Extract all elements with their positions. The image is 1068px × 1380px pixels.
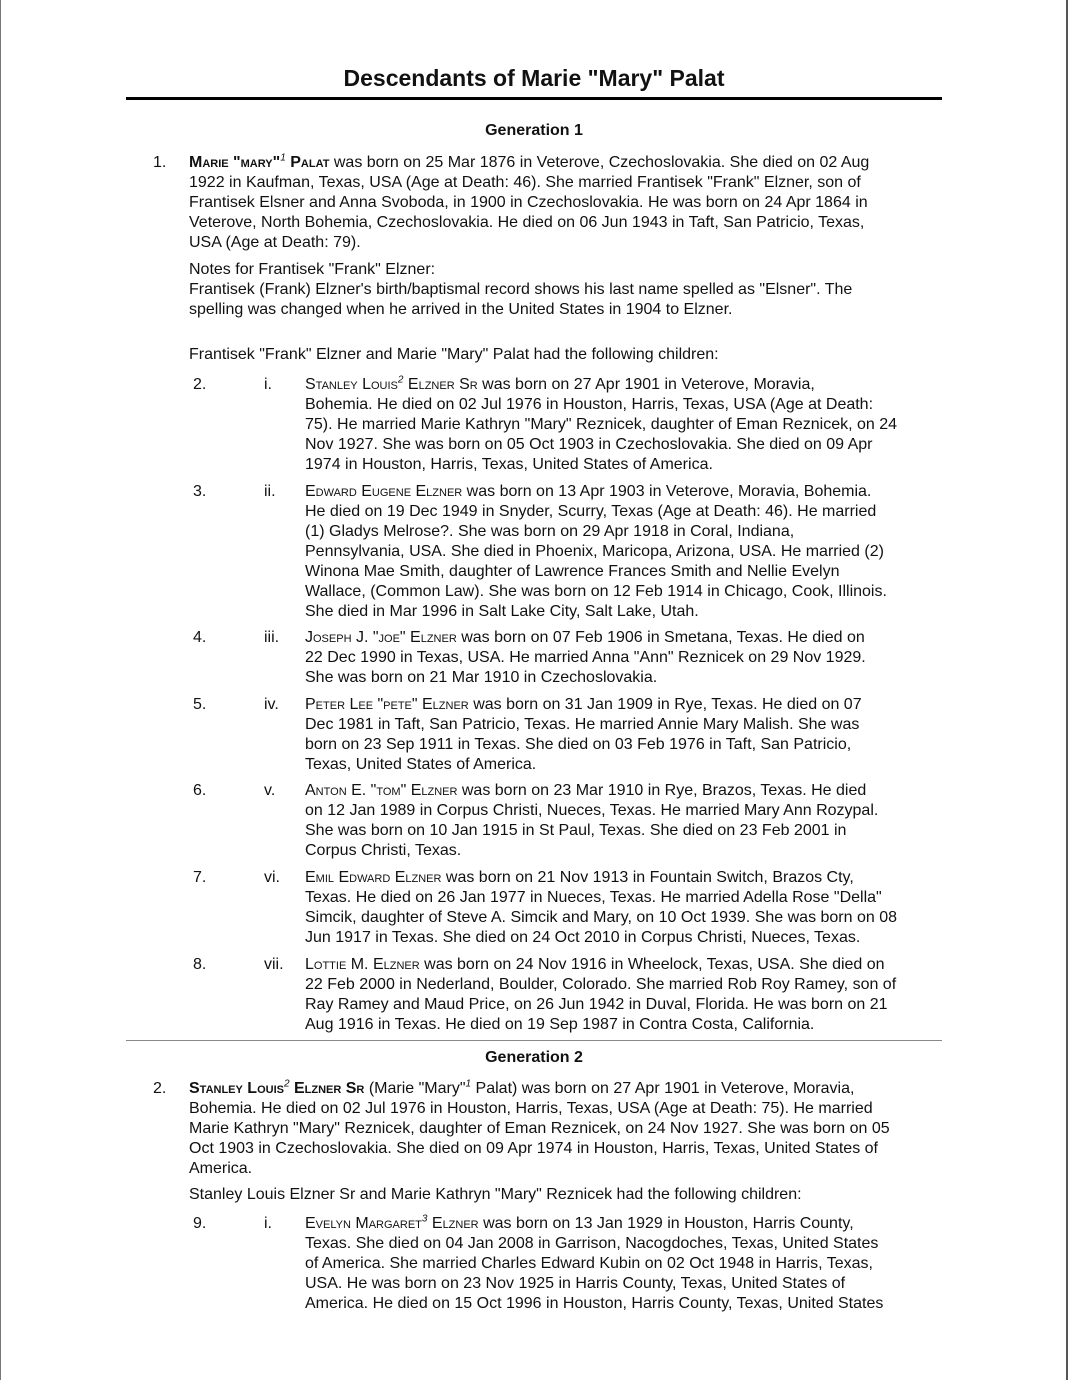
text-line: was born on 23 Mar 1910 in Rye, Brazos, Texas. He died: [457, 782, 867, 799]
person-number: 2.: [153, 1080, 167, 1097]
child-name: Evelyn Margaret: [305, 1215, 422, 1232]
child-roman: v.: [264, 782, 276, 799]
text-line: USA (Age at Death: 79).: [189, 234, 361, 251]
notes-heading: Notes for Frantisek "Frank" Elzner:: [189, 261, 436, 278]
text-line: America. He died on 15 Oct 1996 in Houston, Harris County, Texas, United States: [305, 1295, 884, 1312]
child-entry: [305, 482, 887, 622]
text-line: Simcik, daughter of Steve A. Simcik and Mary, on 10 Oct 1939. She was born on 08: [305, 909, 898, 926]
text-line: Frantisek (Frank) Elzner's birth/baptismal record shows his last name spelled as "Elsner". The: [189, 281, 853, 298]
text-line: Wallace, (Common Law). She was born on 12 Feb 1914 in Chicago, Cook, Illinois.: [305, 583, 887, 600]
child-entry: [305, 695, 862, 775]
child-roman: i.: [264, 1215, 272, 1232]
text-line: was born on 07 Feb 1906 in Smetana, Texas. He died on: [456, 629, 865, 646]
child-number: 8.: [193, 956, 207, 973]
child-name: Joseph J. "joe" Elzner: [305, 629, 457, 646]
text-line: 1974 in Houston, Harris, Texas, United States of America.: [305, 456, 713, 473]
text-line: was born on 21 Nov 1913 in Fountain Switch, Brazos Cty,: [441, 869, 854, 886]
child-name: Anton E. "tom" Elzner: [305, 782, 458, 799]
child-entry: [305, 628, 866, 688]
notes-block: [189, 260, 852, 320]
text-line: was born on 13 Jan 1929 in Houston, Harris County,: [478, 1215, 854, 1232]
text-line: 75). He married Marie Kathryn "Mary" Reznicek, daughter of Eman Reznicek, on 24: [305, 416, 898, 433]
generation-divider: [126, 1040, 942, 1041]
document-title: Descendants of Marie "Mary" Palat: [343, 65, 725, 91]
children-intro: Frantisek "Frank" Elzner and Marie "Mary" Palat had the following children:: [189, 346, 719, 363]
text-line: She was born on 10 Jan 1915 in St Paul, Texas. She died on 23 Feb 2001 in: [305, 822, 847, 839]
text-line: was born on 31 Jan 1909 in Rye, Texas. He died on 07: [468, 696, 862, 713]
person-number: 1.: [153, 154, 167, 171]
text-line: Oct 1903 in Czechoslovakia. She died on 09 Apr 1974 in Houston, Harris, Texas, United States of: [189, 1140, 878, 1157]
generation-marker: 1: [280, 152, 286, 164]
child-entry: [305, 781, 878, 861]
child-roman: vii.: [264, 956, 284, 973]
text-line: 22 Dec 1990 in Texas, USA. He married Anna "Ann" Reznicek on 29 Nov 1929.: [305, 649, 866, 666]
child-roman: i.: [264, 376, 272, 393]
text-line: was born on 25 Mar 1876 in Veterove, Czechoslovakia. She died on 02 Aug: [329, 154, 870, 171]
text-line: was born on 27 Apr 1901 in Veterove, Moravia,: [477, 376, 815, 393]
text-line: USA. He was born on 23 Nov 1925 in Harris County, Texas, United States of: [305, 1275, 846, 1292]
text-line: Palat) was born on 27 Apr 1901 in Veterove, Moravia,: [471, 1080, 855, 1097]
child-number: 7.: [193, 869, 207, 886]
child-entry: [305, 955, 896, 1035]
generation-marker: 3: [421, 1213, 428, 1225]
person-surname: Palat: [290, 154, 330, 171]
text-line: He died on 19 Dec 1949 in Snyder, Scurry, Texas (Age at Death: 46). He married: [305, 503, 877, 520]
generation-1-heading: Generation 1: [485, 122, 583, 139]
text-line: Texas. He died on 26 Jan 1977 in Nueces, Texas. He married Adella Rose "Della": [305, 889, 882, 906]
children-intro: Stanley Louis Elzner Sr and Marie Kathryn "Mary" Reznicek had the following children:: [189, 1186, 802, 1203]
text-line: Aug 1916 in Texas. He died on 19 Sep 1987 in Contra Costa, California.: [305, 1016, 815, 1033]
parent-name: (Marie "Mary": [364, 1080, 466, 1097]
text-line: Nov 1927. She was born on 05 Oct 1903 in Czechoslovakia. She died on 09 Apr: [305, 436, 873, 453]
text-line: Marie Kathryn "Mary" Reznicek, daughter of Eman Reznicek, on 24 Nov 1927. She was born on 05: [189, 1120, 890, 1137]
text-line: She died in Mar 1996 in Salt Lake City, Salt Lake, Utah.: [305, 603, 699, 620]
child-number: 4.: [193, 629, 207, 646]
text-line: Texas. She died on 04 Jan 2008 in Garrison, Nacogdoches, Texas, United States: [305, 1235, 879, 1252]
text-line: Jun 1917 in Texas. She died on 24 Oct 2010 in Corpus Christi, Nueces, Texas.: [305, 929, 861, 946]
text-line: was born on 24 Nov 1916 in Wheelock, Texas, USA. She died on: [419, 956, 885, 973]
child-number: 5.: [193, 696, 207, 713]
child-name: Lottie M. Elzner: [305, 956, 420, 973]
child-roman: vi.: [264, 869, 280, 886]
text-line: 22 Feb 2000 in Nederland, Boulder, Colorado. She married Rob Roy Ramey, son of: [305, 976, 897, 993]
child-name: Emil Edward Elzner: [305, 869, 442, 886]
text-line: Bohemia. He died on 02 Jul 1976 in Houston, Harris, Texas, USA (Age at Death:: [305, 396, 874, 413]
child-entry: [305, 868, 897, 948]
generation-marker: 2: [397, 374, 404, 386]
text-line: Pennsylvania, USA. She died in Phoenix, Maricopa, Arizona, USA. He married (2): [305, 543, 884, 560]
text-line: Ray Ramey and Maud Price, on 26 Jun 1942 in Duval, Florida. He was born on 21: [305, 996, 888, 1013]
child-name: Stanley Louis: [305, 376, 398, 393]
child-number: 3.: [193, 483, 207, 500]
person-1-entry: [189, 153, 869, 253]
text-line: Bohemia. He died on 02 Jul 1976 in Houston, Harris, Texas, USA (Age at Death: 75). He married: [189, 1100, 873, 1117]
text-line: Winona Mae Smith, daughter of Lawrence Frances Smith and Nellie Evelyn: [305, 563, 840, 580]
text-line: She was born on 21 Mar 1910 in Czechoslovakia.: [305, 669, 658, 686]
child-name: Peter Lee "pete" Elzner: [305, 696, 469, 713]
text-line: was born on 13 Apr 1903 in Veterove, Moravia, Bohemia.: [462, 483, 872, 500]
generation-marker: 2: [283, 1078, 290, 1090]
text-line: born on 23 Sep 1911 in Texas. She died on 03 Feb 1976 in Taft, San Patricio,: [305, 736, 852, 753]
text-line: America.: [189, 1160, 253, 1177]
text-line: of America. She married Charles Edward Kubin on 02 Oct 1948 in Harris, Texas,: [305, 1255, 873, 1272]
generation-2-heading: Generation 2: [485, 1049, 583, 1066]
person-name: Stanley Louis: [189, 1080, 284, 1097]
child-entry: [305, 1214, 883, 1314]
child-entry: [305, 375, 897, 475]
child-surname: Elzner Sr: [407, 376, 478, 393]
child-surname: Elzner: [431, 1215, 479, 1232]
page-border-left: [0, 0, 1, 1380]
child-number: 2.: [193, 376, 207, 393]
person-2-entry: [189, 1079, 890, 1179]
text-line: on 12 Jan 1989 in Corpus Christi, Nueces, Texas. He married Mary Ann Rozypal.: [305, 802, 879, 819]
person-surname: Elzner Sr: [293, 1080, 365, 1097]
child-name: Edward Eugene Elzner: [305, 483, 463, 500]
title-rule: [126, 97, 942, 100]
text-line: Veterove, North Bohemia, Czechoslovakia. He died on 06 Jun 1943 in Taft, San Patricio, Texas,: [189, 214, 865, 231]
child-number: 9.: [193, 1215, 207, 1232]
child-roman: iv.: [264, 696, 279, 713]
text-line: Dec 1981 in Taft, San Patricio, Texas. He married Annie Mary Malish. She was: [305, 716, 860, 733]
child-roman: iii.: [264, 629, 280, 646]
child-number: 6.: [193, 782, 207, 799]
text-line: (1) Gladys Melrose?. She was born on 29 Apr 1918 in Coral, Indiana,: [305, 523, 795, 540]
text-line: 1922 in Kaufman, Texas, USA (Age at Death: 46). She married Frantisek "Frank" Elzner, son of: [189, 174, 861, 191]
text-line: Frantisek Elsner and Anna Svoboda, in 1900 in Czechoslovakia. He was born on 24 Apr 1864 in: [189, 194, 868, 211]
text-line: Texas, United States of America.: [305, 756, 537, 773]
text-line: spelling was changed when he arrived in the United States in 1904 to Elzner.: [189, 301, 733, 318]
text-line: Corpus Christi, Texas.: [305, 842, 462, 859]
child-roman: ii.: [264, 483, 276, 500]
generation-marker: 1: [465, 1078, 472, 1090]
person-name: Marie "mary": [189, 154, 281, 171]
